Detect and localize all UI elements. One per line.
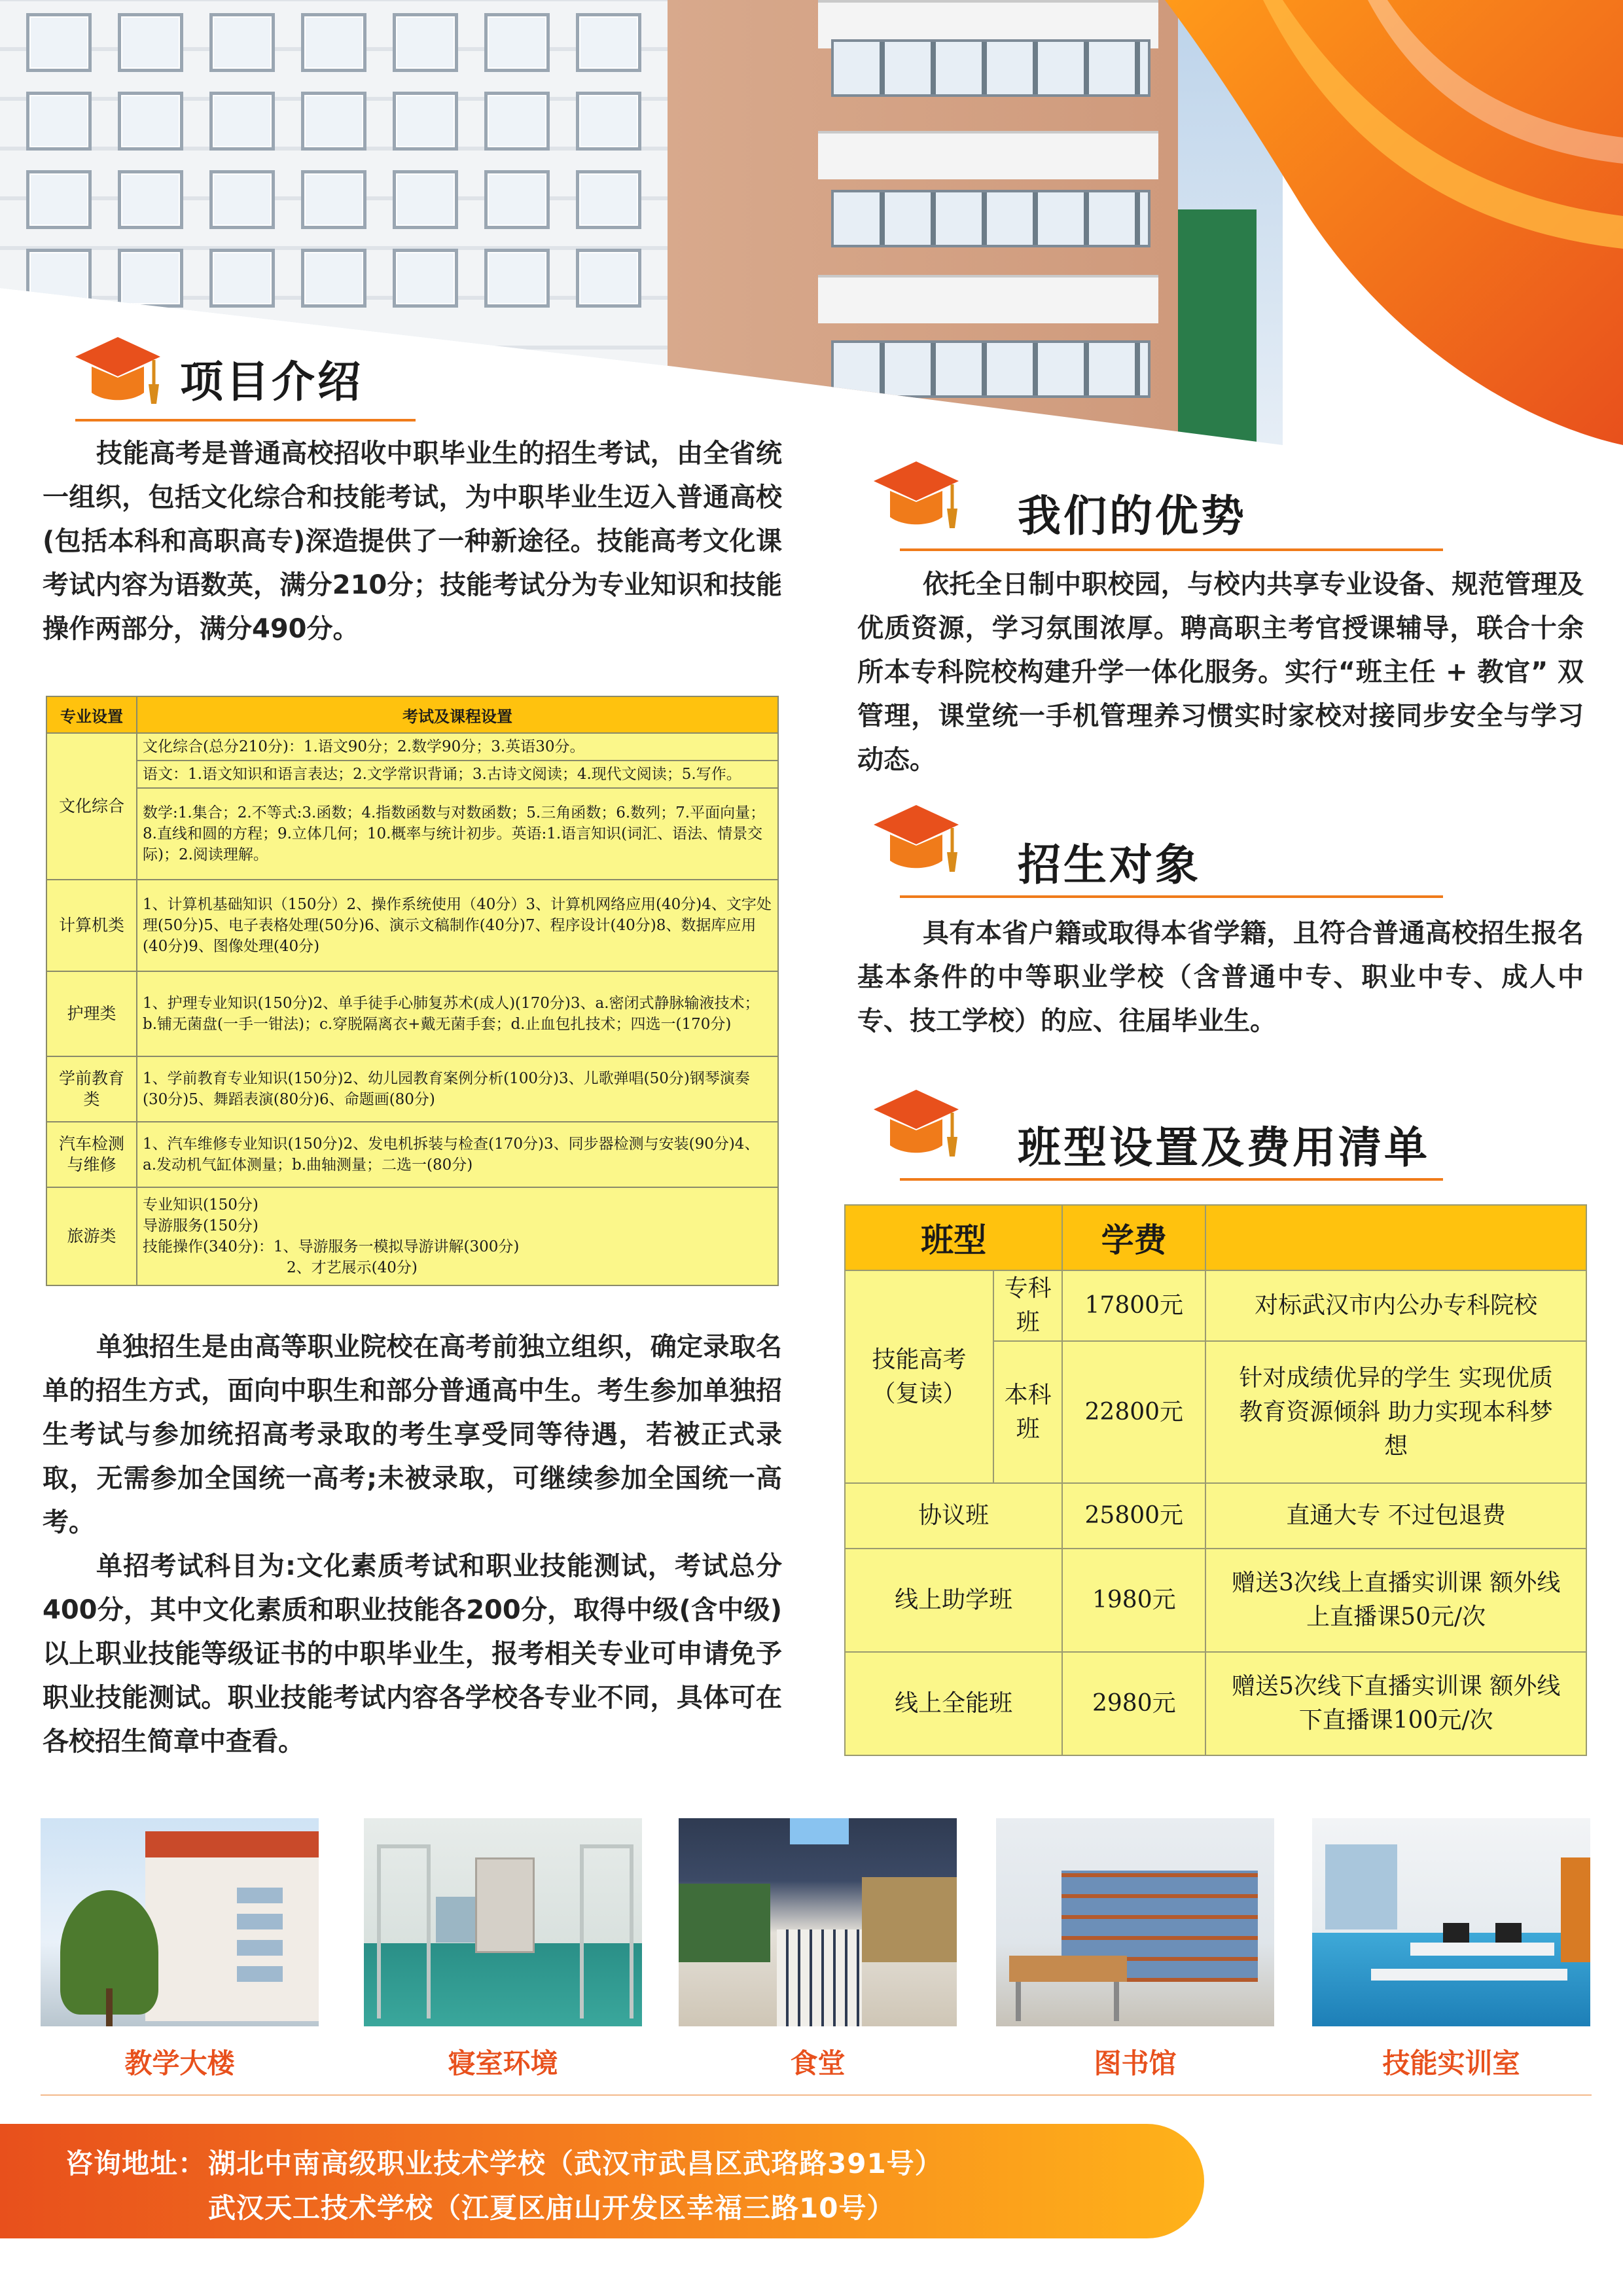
- section-title-intro: 项目介绍: [180, 357, 363, 407]
- table-cell-line: 导游服务(150分): [143, 1217, 259, 1234]
- table-row: [46, 1056, 778, 1122]
- photo-canteen: [679, 1818, 957, 2026]
- footer-prefix: 咨询地址：: [65, 2147, 207, 2179]
- table-cell-category: 汽车检测与维修: [46, 1122, 137, 1187]
- table-cell-note: 对标武汉市内公办专科院校: [1205, 1270, 1586, 1341]
- table-row: [46, 733, 778, 761]
- table-row: [46, 761, 778, 788]
- table-cell-note: 赠送5次线下直播实训课 额外线下直播课100元/次: [1205, 1652, 1586, 1755]
- table-cell: 语文：1.语文知识和语言表达；2.文学常识背诵；3.古诗文阅读；4.现代文阅读；5.写作。: [137, 761, 778, 788]
- table-cell-fee: 17800元: [1062, 1270, 1205, 1341]
- gallery-label: 寝室环境: [448, 2047, 558, 2079]
- table-cell-fee: 1980元: [1062, 1549, 1205, 1652]
- table-cell-line: 技能操作(340分)：1、导游服务一模拟导游讲解(300分): [143, 1238, 520, 1255]
- table-cell-category: 护理类: [46, 971, 137, 1056]
- table-cell: 1、学前教育专业知识(150分)2、幼儿园教育案例分析(100分)3、儿歌弹唱(50分)钢琴演奏(30分)5、舞蹈表演(80分)6、命题画(80分): [137, 1056, 778, 1122]
- table-header-cell: 考试及课程设置: [137, 696, 778, 733]
- title-underline: [900, 548, 1443, 551]
- table-row: [46, 880, 778, 971]
- table-header-row: [845, 1205, 1586, 1270]
- table-cell-line: 专业知识(150分): [143, 1196, 259, 1213]
- gallery-label: 图书馆: [1094, 2047, 1177, 2079]
- single-enrolment-paragraph-1: 单独招生是由高等职业院校在高考前独立组织，确定录取名单的招生方式，面向中职生和部分普通高中生。考生参加单独招生考试与参加统招高考录取的考生享受同等待遇，若被正式录取，无需参加全国统一高考;未被录取，可继续参加全国统一高考。: [43, 1332, 782, 1537]
- table-cell: [137, 1187, 778, 1285]
- table-row: [46, 788, 778, 880]
- photo-library: [996, 1818, 1274, 2026]
- class-fee-table: [844, 1204, 1587, 1756]
- table-cell-category: 文化综合: [46, 733, 137, 880]
- section-title-classes: 班型设置及费用清单: [1018, 1122, 1430, 1173]
- table-cell-category: 学前教育类: [46, 1056, 137, 1122]
- orange-swoosh-decoration: [1113, 0, 1623, 497]
- table-cell-note: 针对成绩优异的学生 实现优质教育资源倾斜 助力实现本科梦想: [1205, 1341, 1586, 1483]
- table-cell-fee: 22800元: [1062, 1341, 1205, 1483]
- table-header-cell: 学费: [1062, 1205, 1205, 1270]
- graduation-cap-icon: [867, 1083, 965, 1162]
- section-title-advantage: 我们的优势: [1018, 491, 1247, 541]
- table-header-row: [46, 696, 778, 733]
- photo-dormitory: [364, 1818, 642, 2026]
- title-underline: [900, 895, 1443, 898]
- table-cell-fee: 2980元: [1062, 1652, 1205, 1755]
- table-row: [845, 1483, 1586, 1549]
- gallery-label: 技能实训室: [1382, 2047, 1520, 2079]
- table-row: [46, 1187, 778, 1285]
- gallery-label: 食堂: [790, 2047, 846, 2079]
- gallery-label: 教学大楼: [124, 2047, 235, 2079]
- table-cell-class-name: 专科班: [993, 1270, 1062, 1341]
- table-header-cell: 班型: [845, 1205, 1062, 1270]
- table-cell: 文化综合(总分210分)：1.语文90分；2.数学90分；3.英语30分。: [137, 733, 778, 761]
- table-cell-group: 技能高考（复读）: [845, 1270, 993, 1483]
- photo-teaching-building: [41, 1818, 319, 2026]
- table-cell-class-name: 线上全能班: [845, 1652, 1062, 1755]
- table-cell-note: 直通大专 不过包退费: [1205, 1483, 1586, 1549]
- table-row: [845, 1652, 1586, 1755]
- table-cell-fee: 25800元: [1062, 1483, 1205, 1549]
- table-cell-class-name: 协议班: [845, 1483, 1062, 1549]
- table-row: [845, 1549, 1586, 1652]
- intro-paragraph: 技能高考是普通高校招收中职毕业生的招生考试，由全省统一组织，包括文化综合和技能考试，为中职毕业生迈入普通高校(包括本科和高职高专)深造提供了一种新途径。技能高考文化课考试内容为语数英，满分210分；技能考试分为专业知识和技能操作两部分，满分490分。: [43, 439, 782, 644]
- title-underline: [75, 419, 416, 422]
- divider: [41, 2094, 1592, 2096]
- table-header-cell: [1205, 1205, 1586, 1270]
- table-cell-line: 2、才艺展示(40分): [287, 1259, 418, 1276]
- section-title-target: 招生对象: [1018, 840, 1201, 890]
- footer-contact-banner: [0, 2124, 1204, 2238]
- table-cell: 1、护理专业知识(150分)2、单手徒手心肺复苏术(成人)(170分)3、a.密闭式静脉输液技术；b.铺无菌盘(一手一钳法)；c.穿脱隔离衣+戴无菌手套；d.止血包扎技术；四选一(170分): [137, 971, 778, 1056]
- table-cell-class-name: 线上助学班: [845, 1549, 1062, 1652]
- table-cell-note: 赠送3次线上直播实训课 额外线上直播课50元/次: [1205, 1549, 1586, 1652]
- graduation-cap-icon: [867, 455, 965, 533]
- footer-address-line-2: 武汉天工技术学校（江夏区庙山开发区幸福三路10号）: [208, 2192, 895, 2224]
- title-underline: [900, 1178, 1443, 1181]
- graduation-cap-icon: [69, 331, 167, 409]
- target-paragraph: 具有本省户籍或取得本省学籍，且符合普通高校招生报名基本条件的中等职业学校（含普通中专、职业中专、成人中专、技工学校）的应、往届毕业生。: [857, 918, 1584, 1036]
- table-cell: 数学:1.集合；2.不等式:3.函数；4.指数函数与对数函数；5.三角函数；6.数列；7.平面向量；8.直线和圆的方程；9.立体几何；10.概率与统计初步。英语:1.语言知识(词汇、语法、情景交际)；2.阅读理解。: [137, 788, 778, 880]
- table-row: [845, 1270, 1586, 1341]
- table-cell-class-name: 本科班: [993, 1341, 1062, 1483]
- table-cell: 1、汽车维修专业知识(150分)2、发电机拆装与检查(170分)3、同步器检测与安装(90分)4、a.发动机气缸体测量；b.曲轴测量；二选一(80分): [137, 1122, 778, 1187]
- table-cell-category: 旅游类: [46, 1187, 137, 1285]
- exam-subjects-table: [46, 696, 779, 1286]
- table-cell-category: 计算机类: [46, 880, 137, 971]
- advantage-paragraph: 依托全日制中职校园，与校内共享专业设备、规范管理及优质资源，学习氛围浓厚。聘高职主考官授课辅导，联合十余所本专科院校构建升学一体化服务。实行“班主任 + 教官” 双管理，课堂统一手机管理养习惯实时家校对接同步安全与学习动态。: [857, 569, 1584, 775]
- graduation-cap-icon: [867, 798, 965, 877]
- table-row: [46, 1122, 778, 1187]
- photo-training-room: [1312, 1818, 1590, 2026]
- table-cell: 1、计算机基础知识（150分）2、操作系统使用（40分）3、计算机网络应用(40分)4、文字处理(50分)5、电子表格处理(50分)6、演示文稿制作(40分)7、程序设计(40分)8、数据库应用(40分)9、图像处理(40分): [137, 880, 778, 971]
- table-row: [46, 971, 778, 1056]
- table-header-cell: 专业设置: [46, 696, 137, 733]
- single-enrolment-paragraph-2: 单招考试科目为:文化素质考试和职业技能测试，考试总分400分，其中文化素质和职业技能各200分，取得中级(含中级)以上职业技能等级证书的中职毕业生，报考相关专业可申请免予职业技能测试。职业技能考试内容各学校各专业不同，具体可在各校招生简章中查看。: [43, 1551, 782, 1757]
- footer-address-line-1: 湖北中南高级职业技术学校（武汉市武昌区武珞路391号）: [208, 2147, 943, 2179]
